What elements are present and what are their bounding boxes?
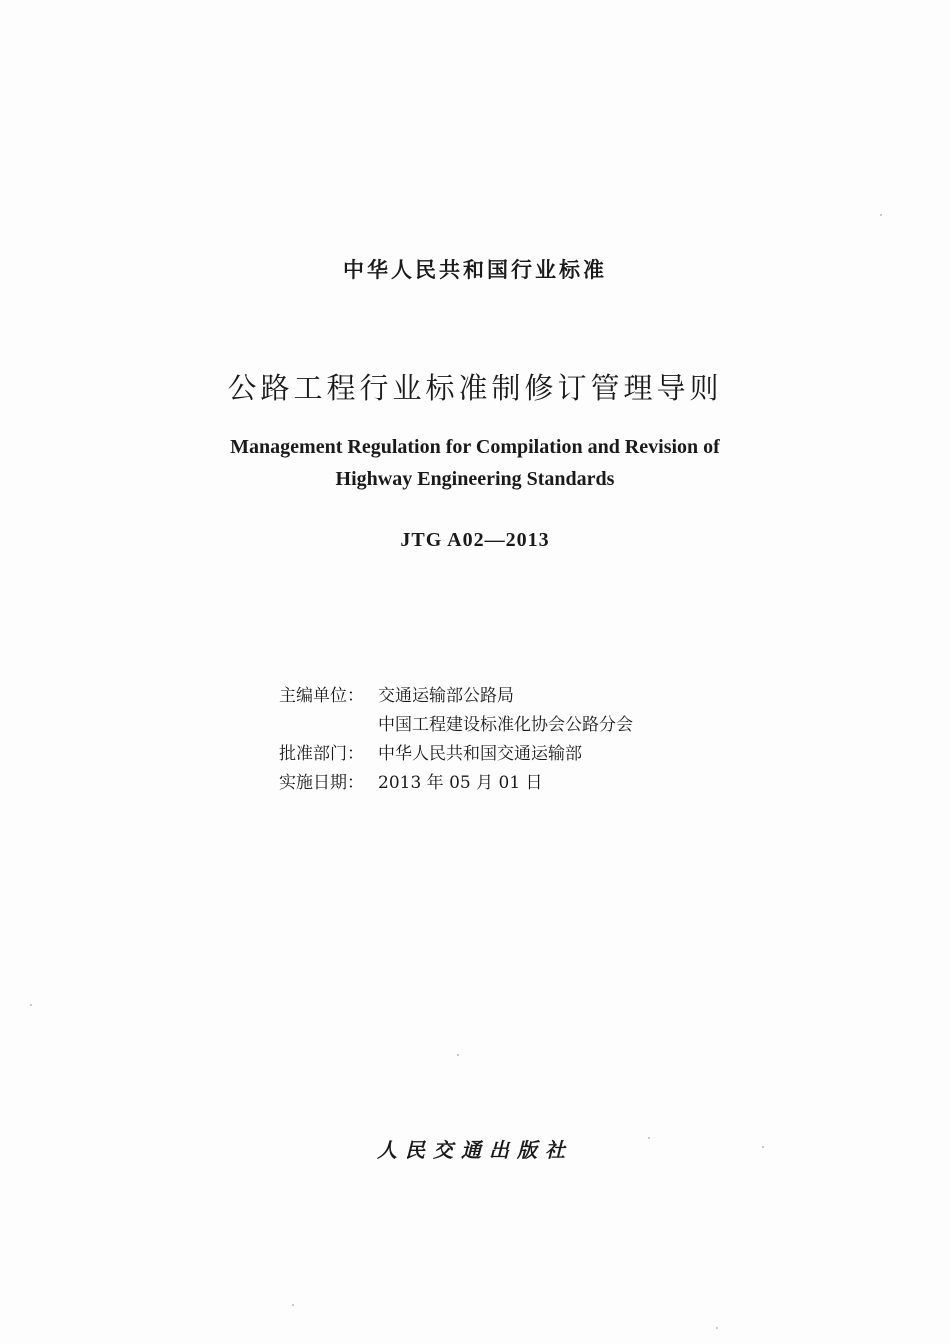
effective-date-label: 实施日期： (279, 773, 364, 793)
scan-speck (457, 1054, 459, 1056)
editor-value-1: 交通运输部公路局 (378, 686, 514, 706)
standard-series: 中华人民共和国行业标准 (343, 258, 607, 282)
scan-speck (762, 1146, 764, 1148)
approver-label: 批准部门： (279, 744, 364, 764)
standard-code: JTG A02—2013 (400, 529, 550, 551)
effective-date-row (279, 769, 633, 798)
document-title-english-line-1: Management Regulation for Compilation and Revision of (230, 436, 720, 458)
effective-date-value: 2013 年 05 月 01 日 (378, 773, 543, 793)
editor-row (279, 682, 633, 740)
approver-row (279, 740, 633, 769)
scan-speck (716, 1327, 718, 1329)
scan-speck (292, 1304, 294, 1306)
approver-value: 中华人民共和国交通运输部 (378, 744, 582, 764)
scan-speck (30, 1004, 32, 1006)
scan-speck (880, 214, 882, 216)
editor-label: 主编单位： (279, 686, 364, 706)
publisher-logo-text: 人民交通出版社 (377, 1138, 573, 1162)
editor-value-2: 中国工程建设标准化协会公路分会 (378, 715, 633, 735)
document-title-chinese: 公路工程行业标准制修订管理导则 (227, 371, 723, 405)
publication-info (279, 682, 633, 798)
editor-values (378, 682, 633, 740)
scan-speck (648, 1137, 650, 1139)
document-title-english-line-2: Highway Engineering Standards (335, 468, 615, 490)
